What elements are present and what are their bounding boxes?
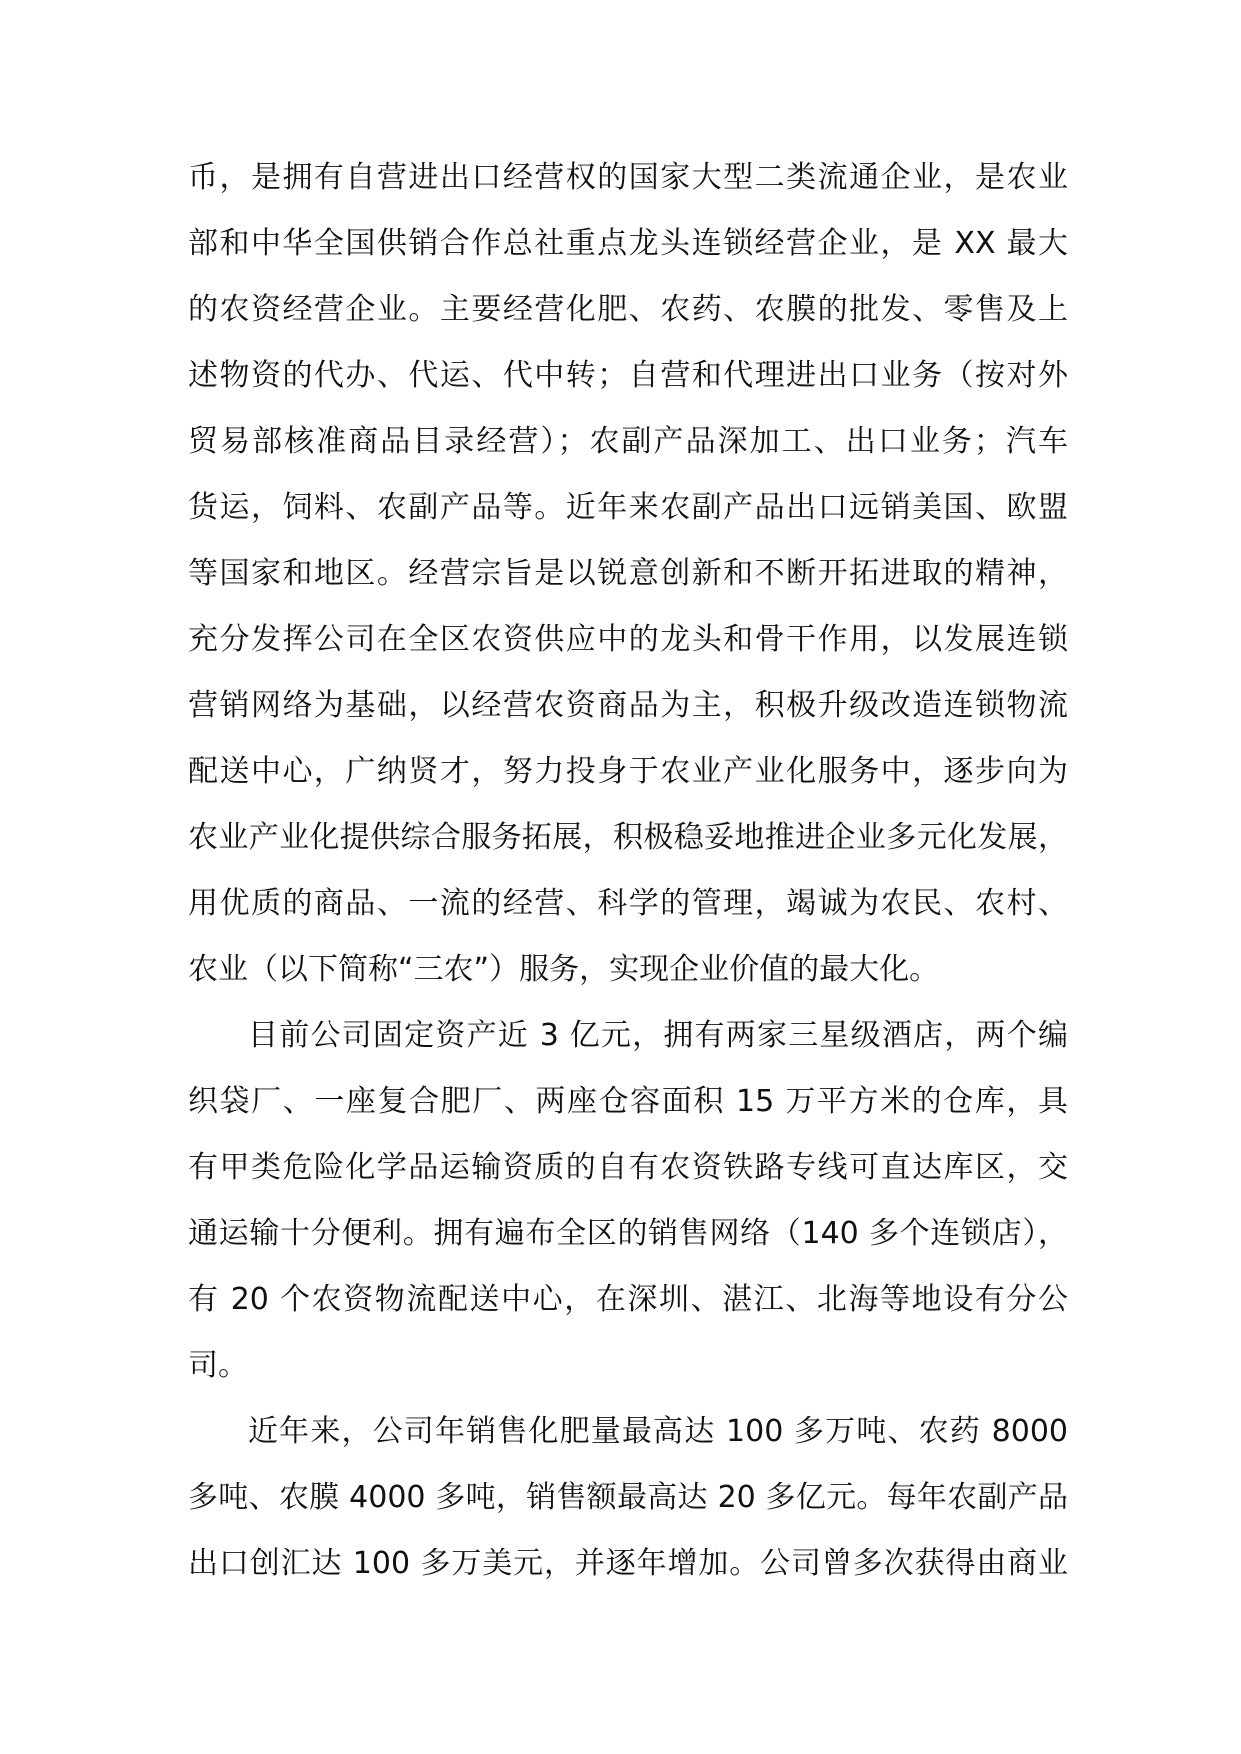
text-line: 等国家和地区。经营宗旨是以锐意创新和不断开拓进取的精神，	[188, 556, 1068, 591]
text-line: 配送中心，广纳贤才，努力投身于农业产业化服务中，逐步向为	[188, 754, 1068, 789]
text-line: 币，是拥有自营进出口经营权的国家大型二类流通企业，是农业	[188, 160, 1068, 195]
text-line: 农业产业化提供综合服务拓展，积极稳妥地推进企业多元化发展，	[188, 820, 1068, 855]
text-line: 贸易部核准商品目录经营）；农副产品深加工、出口业务；汽车	[188, 424, 1068, 459]
document-body	[188, 160, 1068, 1612]
text-line: 出口创汇达 100 多万美元，并逐年增加。公司曾多次获得由商业	[188, 1546, 1068, 1581]
text-line: 部和中华全国供销合作总社重点龙头连锁经营企业，是 XX 最大	[188, 226, 1068, 261]
text-line: 农业（以下简称“三农”）服务，实现企业价值的最大化。	[188, 952, 940, 987]
text-line: 织袋厂、一座复合肥厂、两座仓容面积 15 万平方米的仓库，具	[188, 1084, 1068, 1119]
text-line: 有甲类危险化学品运输资质的自有农资铁路专线可直达库区，交	[188, 1150, 1068, 1185]
text-line: 通运输十分便利。拥有遍布全区的销售网络（140 多个连锁店），	[188, 1216, 1068, 1251]
text-line: 营销网络为基础，以经营农资商品为主，积极升级改造连锁物流	[188, 688, 1068, 723]
paragraph-first-line: 近年来，公司年销售化肥量最高达 100 多万吨、农药 8000	[248, 1414, 1068, 1449]
text-line: 充分发挥公司在全区农资供应中的龙头和骨干作用，以发展连锁	[188, 622, 1068, 657]
text-line: 货运，饲料、农副产品等。近年来农副产品出口远销美国、欧盟	[188, 490, 1068, 525]
text-line: 用优质的商品、一流的经营、科学的管理，竭诚为农民、农村、	[188, 886, 1068, 921]
text-line: 有 20 个农资物流配送中心，在深圳、湛江、北海等地设有分公	[188, 1282, 1068, 1317]
text-line: 多吨、农膜 4000 多吨，销售额最高达 20 多亿元。每年农副产品	[188, 1480, 1068, 1515]
text-line: 的农资经营企业。主要经营化肥、农药、农膜的批发、零售及上	[188, 292, 1068, 327]
text-line: 述物资的代办、代运、代中转；自营和代理进出口业务（按对外	[188, 358, 1068, 393]
text-line: 司。	[188, 1348, 248, 1383]
paragraph-first-line: 目前公司固定资产近 3 亿元，拥有两家三星级酒店，两个编	[248, 1018, 1068, 1053]
